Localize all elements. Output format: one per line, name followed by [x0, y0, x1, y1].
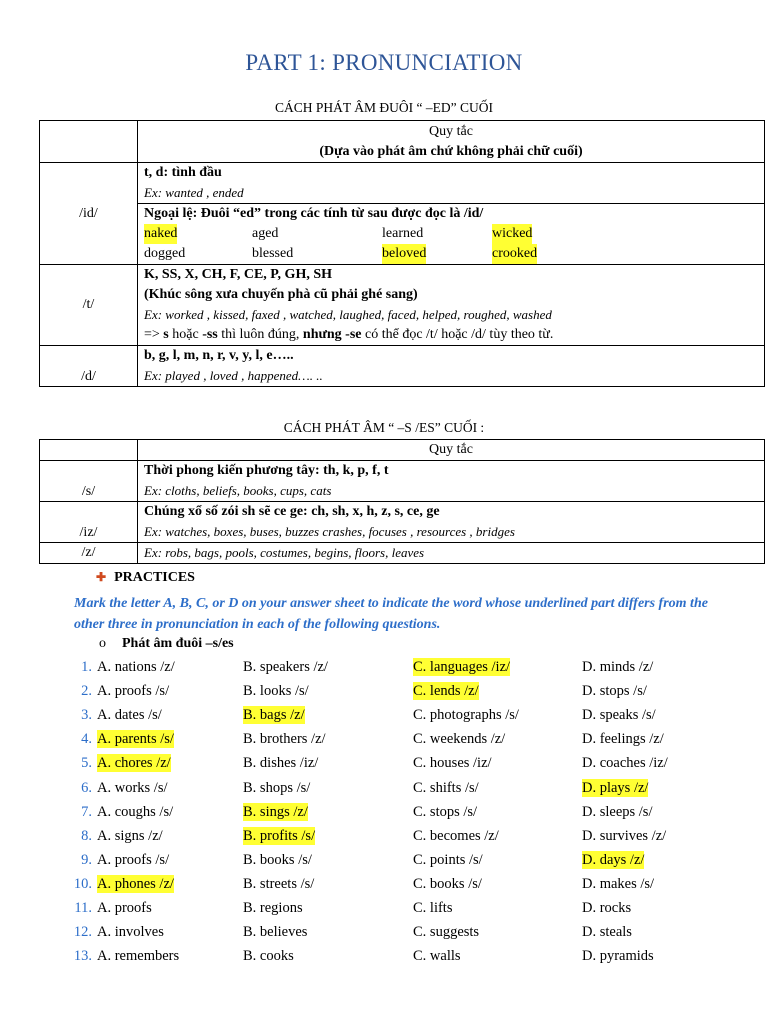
- question-number: 5.: [81, 755, 92, 772]
- option-b[interactable]: [243, 924, 307, 941]
- option-text: A. coughs /s/: [97, 803, 174, 820]
- question-row: [0, 731, 768, 755]
- option-c[interactable]: [413, 900, 452, 917]
- word-crooked: crooked: [492, 244, 537, 264]
- word-dogged: dogged: [144, 246, 186, 261]
- s-rules-table: [39, 439, 765, 564]
- option-text: A. chores /z/: [97, 755, 171, 772]
- option-text: C. stops /s/: [413, 803, 478, 820]
- word-aged: aged: [252, 226, 279, 241]
- ed-id-symbol: /id/: [40, 163, 138, 265]
- option-c[interactable]: [413, 659, 510, 676]
- subheading-text: Phát âm đuôi –s/es: [122, 636, 234, 651]
- question-number: 1.: [81, 659, 92, 675]
- question-number: 3.: [81, 707, 92, 724]
- ed-d-example: Ex: played , loved , happened…. ..: [144, 368, 323, 383]
- option-a[interactable]: [97, 707, 162, 724]
- option-text: B. cooks: [243, 948, 294, 965]
- question-number: 11.: [74, 900, 92, 916]
- question-row: [0, 780, 768, 804]
- question-row: [0, 852, 768, 876]
- question-number: 7.: [81, 803, 92, 820]
- option-text: D. coaches /iz/: [582, 755, 668, 772]
- question-row: [0, 828, 768, 852]
- option-d[interactable]: [582, 804, 652, 821]
- option-d[interactable]: [582, 707, 656, 724]
- practices-heading: [96, 570, 195, 586]
- option-d[interactable]: [582, 948, 654, 965]
- ed-t-row: [40, 265, 765, 346]
- option-a[interactable]: [97, 948, 179, 965]
- option-c[interactable]: [413, 876, 482, 893]
- option-text: C. walls: [413, 948, 461, 965]
- ed-id-words-row2: [144, 244, 758, 264]
- option-a[interactable]: [97, 731, 174, 748]
- option-c[interactable]: [413, 731, 505, 748]
- option-b[interactable]: [243, 659, 328, 676]
- option-text: D. makes /s/: [582, 875, 655, 892]
- option-b[interactable]: [243, 707, 305, 724]
- ed-id-rule: t, d: tình đầu: [144, 165, 222, 180]
- option-d[interactable]: [582, 755, 668, 772]
- word-learned: learned: [382, 226, 424, 241]
- option-text: C. suggests: [413, 924, 480, 941]
- option-a[interactable]: [97, 852, 169, 869]
- s-z-row: [40, 543, 765, 564]
- s-table-header-row: [40, 440, 765, 461]
- option-text: C. languages /iz/: [413, 659, 511, 675]
- s-header: Quy tắc: [429, 442, 473, 457]
- exercise-instruction: Mark the letter A, B, C, or D on your answer sheet to indicate the word whose underlined part differs from the other three in pronunciation in each of the following questions.: [74, 596, 708, 632]
- option-c[interactable]: [413, 755, 492, 772]
- s-z-symbol: /z/: [40, 543, 138, 564]
- option-text: B. believes: [243, 924, 308, 941]
- question-row: [0, 683, 768, 707]
- option-b[interactable]: [243, 948, 294, 965]
- question-row: [0, 924, 768, 948]
- ed-id-exception: Ngoại lệ: Đuôi “ed” trong các tính từ sau được đọc là /id/: [138, 203, 764, 224]
- option-text: C. becomes /z/: [413, 827, 499, 844]
- option-d[interactable]: [582, 900, 631, 917]
- option-d[interactable]: [582, 683, 647, 700]
- option-text: C. lends /z/: [413, 683, 479, 700]
- ed-header-line1: Quy tắc: [429, 123, 473, 139]
- s-s-rule: Thời phong kiến phương tây: th, k, p, f, t: [144, 463, 389, 478]
- option-text: B. profits /s/: [243, 827, 316, 844]
- option-d[interactable]: [582, 659, 653, 676]
- question-number: 9.: [81, 851, 92, 868]
- option-b[interactable]: [243, 731, 326, 748]
- option-d[interactable]: [582, 780, 648, 797]
- s-z-example: Ex: robs, bags, pools, costumes, begins, floors, leaves: [144, 545, 425, 560]
- option-text: A. signs /z/: [97, 827, 163, 844]
- option-text: D. minds /z/: [582, 659, 654, 675]
- question-row: [0, 804, 768, 828]
- option-text: A. phones /z/: [97, 875, 174, 892]
- s-iz-rule: Chúng xổ số zói sh sẽ ce ge: ch, sh, x, h, z, s, ce, ge: [144, 504, 440, 519]
- ed-t-example: Ex: worked , kissed, faxed , watched, laughed, faced, helped, roughed, washed: [144, 307, 552, 322]
- question-number: 6.: [81, 779, 92, 796]
- option-text: D. pyramids: [582, 948, 654, 965]
- option-text: C. points /s/: [413, 851, 483, 868]
- option-text: D. feelings /z/: [582, 731, 664, 748]
- s-iz-example: Ex: watches, boxes, buses, buzzes crashes, focuses , resources , bridges: [144, 524, 515, 539]
- question-row: [0, 659, 768, 683]
- option-b[interactable]: [243, 755, 318, 772]
- option-c[interactable]: [413, 852, 483, 869]
- ed-t-symbol: /t/: [40, 265, 138, 346]
- option-text: C. weekends /z/: [413, 731, 506, 748]
- option-a[interactable]: [97, 780, 168, 797]
- option-b[interactable]: [243, 828, 315, 845]
- option-b[interactable]: [243, 683, 309, 700]
- option-a[interactable]: [97, 924, 164, 941]
- s-s-example: Ex: cloths, beliefs, books, cups, cats: [144, 483, 332, 498]
- option-text: C. shifts /s/: [413, 779, 479, 796]
- question-row: [0, 707, 768, 731]
- option-c[interactable]: [413, 780, 479, 797]
- ed-t-note: => s hoặc -ss thì luôn đúng, nhưng -se có thể đọc /t/ hoặc /d/ tùy theo từ.: [144, 327, 554, 342]
- option-text: A. proofs /s/: [97, 683, 170, 700]
- option-text: A. proofs /s/: [97, 851, 170, 868]
- ed-id-example: Ex: wanted , ended: [144, 185, 244, 200]
- word-wicked: wicked: [492, 224, 532, 244]
- ed-table-header-row: [40, 121, 765, 163]
- option-text: D. steals: [582, 924, 632, 941]
- option-c[interactable]: [413, 828, 499, 845]
- question-row: [0, 948, 768, 972]
- ed-d-rule: b, g, l, m, n, r, v, y, l, e…..: [144, 348, 294, 363]
- s-iz-row: [40, 502, 765, 543]
- option-text: A. nations /z/: [97, 659, 175, 675]
- ed-id-words-row1: [144, 224, 758, 244]
- option-d[interactable]: [582, 828, 666, 845]
- question-number: 12.: [73, 924, 92, 941]
- option-text: D. days /z/: [582, 851, 645, 868]
- question-row: [0, 900, 768, 924]
- option-a[interactable]: [97, 876, 174, 893]
- option-text: D. survives /z/: [582, 827, 667, 844]
- option-text: D. sleeps /s/: [582, 803, 653, 820]
- question-number: 10.: [73, 875, 92, 892]
- ed-d-symbol: /d/: [40, 346, 138, 387]
- option-text: C. photographs /s/: [413, 707, 519, 724]
- option-c[interactable]: [413, 948, 461, 965]
- option-text: C. lifts: [413, 900, 453, 916]
- option-a[interactable]: [97, 755, 171, 772]
- word-beloved: beloved: [382, 244, 426, 264]
- option-c[interactable]: [413, 804, 477, 821]
- option-b[interactable]: [243, 780, 310, 797]
- option-text: C. books /s/: [413, 875, 482, 892]
- subheading-bullet: o: [99, 636, 106, 651]
- option-text: C. houses /iz/: [413, 755, 492, 772]
- practices-label: PRACTICES: [114, 570, 195, 585]
- s-s-row: [40, 461, 765, 502]
- option-a[interactable]: [97, 683, 169, 700]
- question-number: 2.: [81, 683, 92, 700]
- option-text: B. books /s/: [243, 851, 312, 868]
- question-number: 13.: [73, 948, 92, 965]
- ed-d-row: [40, 346, 765, 387]
- option-text: B. dishes /iz/: [243, 755, 319, 772]
- option-text: A. parents /s/: [97, 731, 174, 748]
- option-d[interactable]: [582, 924, 632, 941]
- option-text: B. sings /z/: [243, 803, 308, 820]
- option-d[interactable]: [582, 731, 664, 748]
- option-text: A. proofs: [97, 900, 152, 916]
- word-naked: naked: [144, 224, 177, 244]
- option-text: A. dates /s/: [97, 707, 162, 724]
- s-section-title: CÁCH PHÁT ÂM “ –S /ES” CUỐI :: [283, 420, 485, 435]
- question-row: [0, 755, 768, 779]
- option-b[interactable]: [243, 876, 314, 893]
- option-text: B. streets /s/: [243, 875, 315, 892]
- option-text: D. plays /z/: [582, 779, 649, 796]
- option-a[interactable]: [97, 828, 163, 845]
- question-number: 8.: [81, 827, 92, 844]
- option-a[interactable]: [97, 804, 173, 821]
- page-title: PART 1: PRONUNCIATION: [245, 50, 523, 75]
- subheading: [99, 636, 234, 652]
- option-text: B. bags /z/: [243, 707, 305, 724]
- option-text: A. involves: [97, 924, 164, 941]
- option-text: D. stops /s/: [582, 683, 647, 700]
- option-d[interactable]: [582, 876, 654, 893]
- option-text: B. regions: [243, 900, 303, 916]
- option-text: A. works /s/: [97, 779, 168, 796]
- option-a[interactable]: [97, 659, 175, 676]
- question-row: [0, 876, 768, 900]
- option-text: D. rocks: [582, 900, 632, 916]
- option-text: B. speakers /z/: [243, 659, 328, 675]
- arrow-bullet-icon: ✚: [96, 570, 107, 584]
- ed-rules-table: [39, 120, 765, 387]
- ed-section-title: CÁCH PHÁT ÂM ĐUÔI “ –ED” CUỐI: [275, 100, 493, 115]
- question-number: 4.: [81, 731, 92, 748]
- ed-t-rule1: K, SS, X, CH, F, CE, P, GH, SH: [144, 267, 333, 282]
- option-text: B. looks /s/: [243, 683, 309, 700]
- option-text: D. speaks /s/: [582, 707, 656, 724]
- s-iz-symbol: /iz/: [40, 502, 138, 543]
- option-c[interactable]: [413, 683, 479, 700]
- option-a[interactable]: [97, 900, 152, 917]
- option-text: B. brothers /z/: [243, 731, 326, 748]
- ed-header-line2: (Dựa vào phát âm chứ không phải chữ cuối): [319, 143, 583, 159]
- option-c[interactable]: [413, 707, 519, 724]
- s-s-symbol: /s/: [40, 461, 138, 502]
- option-d[interactable]: [582, 852, 644, 869]
- option-text: A. remembers: [97, 948, 180, 965]
- word-blessed: blessed: [252, 246, 294, 261]
- option-c[interactable]: [413, 924, 479, 941]
- option-text: B. shops /s/: [243, 779, 311, 796]
- ed-id-row: [40, 163, 765, 265]
- option-b[interactable]: [243, 900, 303, 917]
- ed-t-rule2: (Khúc sông xưa chuyến phà cũ phải ghé sang): [144, 287, 418, 302]
- option-b[interactable]: [243, 852, 312, 869]
- option-b[interactable]: [243, 804, 308, 821]
